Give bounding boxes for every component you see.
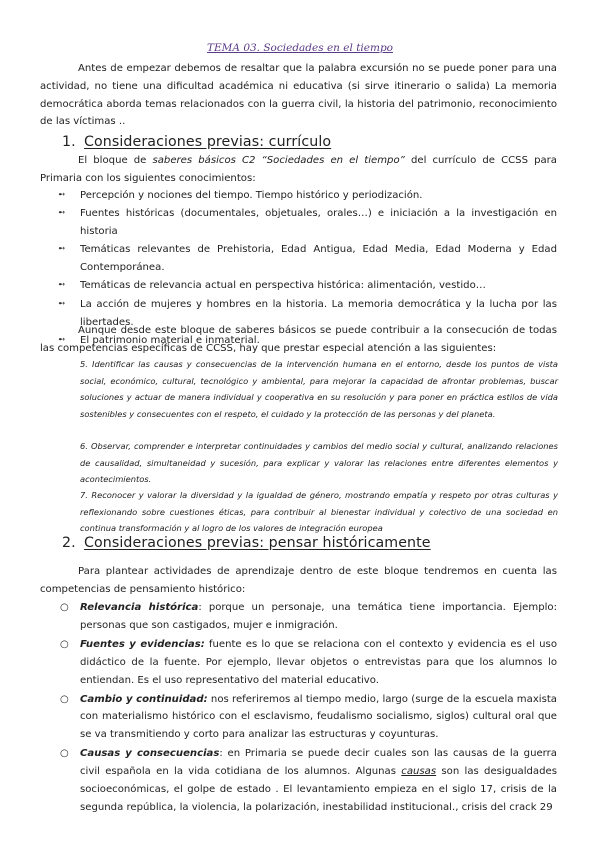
list-item: ➻ Temáticas relevantes de Prehistoria, Edad Antigua, Edad Media, Edad Moderna y Edad Contemporánea. [58, 241, 557, 277]
list-item [58, 636, 557, 690]
item-text: : porque un personaje, una temática tiene importancia. Ejemplo: personas que son castigados, mujer e inmigración. [80, 602, 557, 631]
circle-bullet-icon: ○ [60, 748, 69, 760]
competencia-7: 7. Reconocer y valorar la diversidad y la igualdad de género, mostrando empatía y respeto por otras culturas y reflexionando sobre cuestiones éticas, para contribuir al bienestar individual y colectivo de una sociedad en continua transformación y al logro de los valores de integración europea [80, 490, 558, 533]
thinking-competencies-list [58, 599, 557, 818]
item-term: Fuentes y evidencias: [80, 638, 205, 650]
list-item: ➻ Temáticas de relevancia actual en perspectiva histórica: alimentación, vestido… [58, 277, 557, 295]
section-heading-text: Consideraciones previas: pensar históricamente [84, 535, 431, 551]
section-number: 2. [62, 535, 76, 551]
arrow-bullet-icon: ➻ [58, 280, 66, 291]
item-term: Relevancia histórica [80, 602, 199, 613]
page-title: TEMA 03. Sociedades en el tiempo [206, 42, 393, 54]
list-item: ➻ Percepción y nociones del tiempo. Tiempo histórico y periodización. [58, 187, 557, 205]
list-item [58, 691, 557, 745]
competencias-intro: Aunque desde este bloque de saberes básicos se puede contribuir a la consecución de todas las competencias específicas de CCSS, hay que prestar especial atención a las siguientes: [40, 325, 557, 354]
arrow-bullet-icon: ➻ [58, 298, 66, 309]
list-item: ➻ La acción de mujeres y hombres en la historia. La memoria democrática y la lucha por las libertades. [58, 296, 557, 332]
arrow-bullet-icon: ➻ [58, 208, 66, 219]
section-2-heading [62, 535, 431, 551]
item-term: Cambio y continuidad: [80, 693, 208, 705]
item-text: fuente es lo que se relaciona con el contexto y evidencia es el uso didáctico de la fuente. Por ejemplo, llevar objetos o entrevistas para que los alumnos lo entiendan. Es el uso representativo del material educativo. [80, 638, 557, 686]
circle-bullet-icon: ○ [60, 602, 69, 613]
competencia-5: 5. Identificar las causas y consecuencias de la intervención humana en el entorno, desde los puntos de vista social, económico, cultural, tecnológico y ambiental, para mejorar la capacidad de afrontar problemas, buscar soluciones y actuar de manera individual y cooperativa en su resolución y para poner en práctica estilos de vida sostenibles y consecuentes con el respeto, el cuidado y la protección de las personas y del planeta. [80, 359, 558, 419]
section-1-heading [62, 134, 331, 150]
section-heading-text: Consideraciones previas: currículo [84, 134, 332, 150]
circle-bullet-icon: ○ [60, 693, 69, 705]
lead-italic: saberes básicos C2 “Sociedades en el tiempo” [152, 155, 405, 166]
lead-text: El bloque de [78, 155, 153, 166]
competencia-6: 6. Observar, comprender e interpretar continuidades y cambios del medio social y cultural, analizando relaciones de causalidad, simultaneidad y sucesión, para explicar y valorar las relaciones entre diferentes elementos y acontecimientos. [80, 441, 558, 484]
arrow-bullet-icon: ➻ [58, 244, 66, 255]
list-item [58, 599, 557, 635]
section-2-intro: Para plantear actividades de aprendizaje dentro de este bloque tendremos en cuenta las competencias de pensamiento histórico: [40, 566, 557, 595]
item-text-end: son las desigualdades socioeconómicas, el golpe de estado . El levantamiento empieza en el siglo 17, crisis de la segunda república, la violencia, la polarización, inestabilidad institucional., crisis del crack 29 [80, 766, 557, 813]
circle-bullet-icon: ○ [60, 638, 69, 650]
underlined-word: causas [401, 766, 437, 778]
item-text: nos referiremos al tiempo medio, largo (surge de la escuela maxista con materialismo histórico con el esclavismo, feudalismo socialismo, siglos) cultural oral que se va transmitiendo y corto para analizar las estructuras y coyunturas. [80, 693, 557, 741]
item-term: Causas y consecuencias [80, 748, 220, 760]
lead-text-end: del currículo de CCSS para Primaria con los siguientes conocimientos: [40, 155, 557, 184]
arrow-bullet-icon: ➻ [58, 190, 66, 200]
section-1-lead [40, 152, 557, 188]
intro-paragraph: Antes de empezar debemos de resaltar que la palabra excursión no se puede poner para una actividad, no tiene una dificultad académica ni educativa (si sirve itinerario o salida) La memoria democrática aborda temas relacionados con la guerra civil, la historia del patrimonio, reconocimiento de las víctimas .. [40, 63, 557, 128]
list-item: ➻ Fuentes históricas (documentales, objetuales, orales…) e iniciación a la investigación en historia [58, 205, 557, 241]
list-item: ➻ El patrimonio material e inmaterial. [58, 332, 557, 350]
item-text: : en Primaria se puede decir cuales son las causas de la guerra civil española en la vida cotidiana de los alumnos. Algunas [80, 748, 557, 778]
arrow-bullet-icon: ➻ [58, 334, 66, 345]
list-item [58, 745, 557, 817]
section-number: 1. [62, 134, 76, 150]
